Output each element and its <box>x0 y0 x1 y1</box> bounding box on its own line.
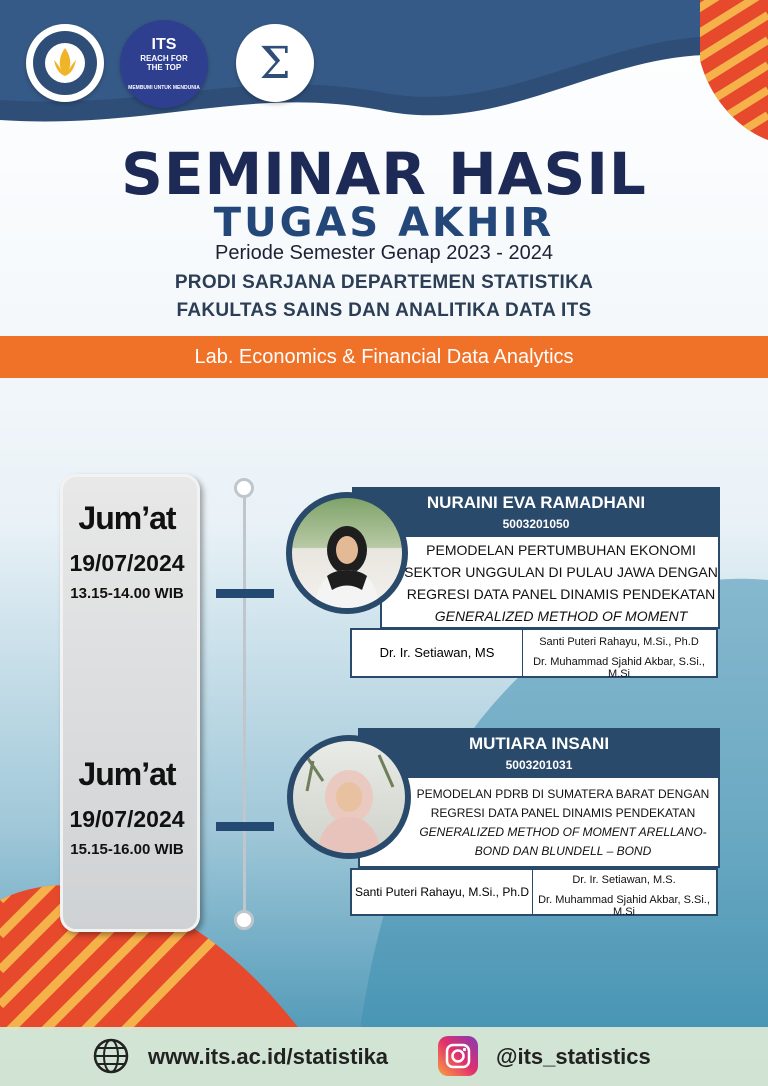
session1-title-line: REGRESI DATA PANEL DINAMIS PENDEKATAN <box>406 586 716 602</box>
prodi-line1: PRODI SARJANA DEPARTEMEN STATISTIKA <box>174 272 594 293</box>
person-icon <box>293 741 405 853</box>
prodi-line2: FAKULTAS SAINS DAN ANALITIKA DATA ITS <box>176 300 592 321</box>
session1-avatar <box>286 492 408 614</box>
session1-title-line: PEMODELAN PERTUMBUHAN EKONOMI <box>426 542 696 558</box>
session2-title-italic: BOND DAN BLUNDELL – BOND <box>474 844 652 858</box>
page-subtitle: TUGAS AKHIR <box>213 200 555 246</box>
instagram-handle[interactable]: @its_statistics <box>496 1044 651 1069</box>
website-link[interactable]: www.its.ac.id/statistika <box>148 1044 389 1069</box>
session1-title-line: SEKTOR UNGGULAN DI PULAU JAWA DENGAN <box>404 564 718 580</box>
page-title: SEMINAR HASIL <box>121 140 647 208</box>
session2-date: 19/07/2024 <box>69 806 185 832</box>
session1-time: 13.15-14.00 WIB <box>70 585 184 602</box>
session1-title-italic: GENERALIZED METHOD OF MOMENT <box>434 608 688 624</box>
session2-title-line: REGRESI DATA PANEL DINAMIS PENDEKATAN <box>430 806 696 820</box>
sigma-icon: Σ <box>259 37 291 89</box>
its-gear-logo <box>26 24 104 102</box>
session1-date: 19/07/2024 <box>69 550 185 576</box>
its-reach-logo <box>120 20 208 108</box>
timeline-node-bottom <box>234 910 254 930</box>
globe-icon <box>92 1037 130 1075</box>
timeline-line <box>243 488 246 918</box>
period-text: Periode Semester Genap 2023 - 2024 <box>215 242 553 264</box>
reach-text: REACH FOR THE TOP <box>140 54 188 72</box>
session2-avatar <box>287 735 411 859</box>
instagram-icon <box>438 1036 478 1076</box>
lab-banner: Lab. Economics & Financial Data Analytics <box>0 336 768 378</box>
session1-supervisor: Dr. Ir. Setiawan, MS <box>352 630 523 676</box>
stripes-top-right <box>640 0 768 140</box>
session2-day: Jum’at <box>78 756 176 792</box>
timeline-node-top <box>234 478 254 498</box>
timeline-connector-2 <box>216 822 274 831</box>
statistics-sigma-logo <box>236 24 314 102</box>
session2-title-line: PEMODELAN PDRB DI SUMATERA BARAT DENGAN <box>416 787 710 801</box>
session1-day: Jum’at <box>78 500 176 536</box>
session2-time: 15.15-16.00 WIB <box>70 841 184 858</box>
its-text: ITS <box>151 35 177 53</box>
session2-supervisor: Santi Puteri Rahayu, M.Si., Ph.D <box>352 870 533 914</box>
timeline-connector-1 <box>216 589 274 598</box>
session2-people-box <box>352 870 716 918</box>
session2-name: MUTIARA INSANI <box>468 734 610 753</box>
session1-examiner: Dr. Muhammad Sjahid Akbar, S.Si., M.Si <box>533 656 705 680</box>
person-icon <box>292 498 402 608</box>
date-card <box>60 474 200 932</box>
session2-header <box>358 728 720 776</box>
session2-examiner: Dr. Muhammad Sjahid Akbar, S.Si., M.Si <box>538 894 710 918</box>
session1-name: NURAINI EVA RAMADHANI <box>426 493 646 512</box>
session1-nrp: 5003201050 <box>502 517 570 531</box>
session1-people-box <box>352 630 716 680</box>
session1-examiner: Santi Puteri Rahayu, M.Si., Ph.D <box>539 636 699 648</box>
session2-title-box <box>358 776 720 868</box>
session2-nrp: 5003201031 <box>505 758 573 772</box>
motto-text: MEMBUMI UNTUK MENDUNIA <box>128 85 200 92</box>
session1-title-box <box>380 535 720 629</box>
session2-title-italic: GENERALIZED METHOD OF MOMENT ARELLANO- <box>419 825 707 839</box>
session2-examiner: Dr. Ir. Setiawan, M.S. <box>572 874 676 886</box>
session1-header <box>352 487 720 535</box>
